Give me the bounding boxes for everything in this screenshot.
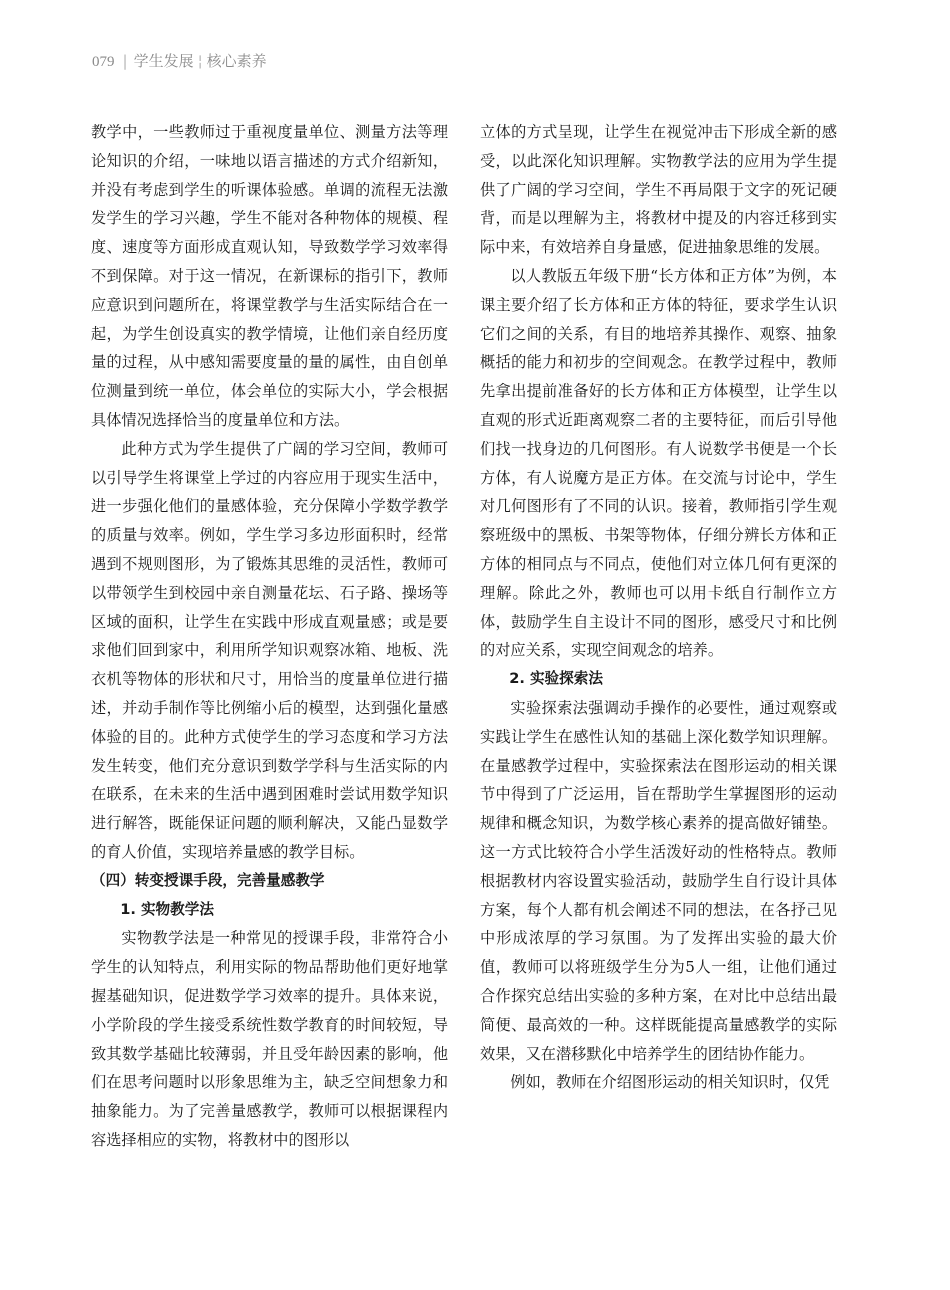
header-subsection: 核心素养 bbox=[206, 52, 267, 70]
paragraph: 以人教版五年级下册“长方体和正方体”为例，本课主要介绍了长方体和正方体的特征，要求学生认识它们之间的关系，有目的地培养其操作、观察、抽象概括的能力和初步的空间观念。在教学过程中，教师先拿出提前准备好的长方体和正方体模型，让学生以直观的形式近距离观察二者的主要特征，而后引导他们找一找身边的几何图形。有人说数学书便是一个长方体，有人说魔方是正方体。在交流与讨论中，学生对几何图形有了不同的认识。接着，教师指引学生观察班级中的黑板、书架等物体，仔细分辨长方体和正方体的相同点与不同点，使他们对立体几何有更深的理解。除此之外，教师也可以用卡纸自行制作立方体，鼓励学生自主设计不同的图形，感受尺寸和比例的对应关系，实现空间观念的培养。 bbox=[480, 266, 837, 660]
header-section: 学生发展 bbox=[133, 52, 194, 70]
paragraph: 例如，教师在介绍图形运动的相关知识时，仅凭 bbox=[510, 1073, 830, 1092]
section-heading: （四）转变授课手段，完善量感教学 bbox=[91, 871, 325, 889]
header-divider: | bbox=[122, 52, 128, 70]
paragraph: 立体的方式呈现，让学生在视觉冲击下形成全新的感受，以此深化知识理解。实物教学法的应用为学生提供了广阔的学习空间，学生不再局限于文字的死记硬背，而是以理解为主，将教材中提及的内容迁移到实际中来，有效培养自身量感，促进抽象思维的发展。 bbox=[480, 123, 837, 257]
subsection-heading: 1. 实物教学法 bbox=[120, 900, 214, 918]
paragraph: 实物教学法是一种常见的授课手段，非常符合小学生的认知特点，利用实际的物品帮助他们更好地掌握基础知识，促进数学学习效率的提升。具体来说，小学阶段的学生接受系统性数学教育的时间较短，导致其数学基础比较薄弱，并且受年龄因素的影响，他们在思考问题时以形象思维为主，缺乏空间想象力和抽象能力。为了完善量感教学，教师可以根据课程内容选择相应的实物，将教材中的图形以 bbox=[91, 929, 448, 1149]
paragraph: 此种方式为学生提供了广阔的学习空间，教师可以引导学生将课堂上学过的内容应用于现实生活中，进一步强化他们的量感体验，充分保障小学数学教学的质量与效率。例如，学生学习多边形面积时，经常遇到不规则图形，为了锻炼其思维的灵活性，教师可以带领学生到校园中亲自测量花坛、石子路、操场等区域的面积，让学生在实践中形成直观量感；或是要求他们回到家中，利用所学知识观察冰箱、地板、洗衣机等物体的形状和尺寸，用恰当的度量单位进行描述，并动手制作等比例缩小后的模型，达到强化量感体验的目的。此种方式使学生的学习态度和学习方法发生转变，他们充分意识到数学学科与生活实际的内在联系，在未来的生活中遇到困难时尝试用数学知识进行解答，既能保证问题的顺利解决，又能凸显数学的育人价值，实现培养量感的教学目标。 bbox=[91, 439, 448, 861]
subsection-heading: 2. 实验探索法 bbox=[509, 670, 603, 688]
paragraph: 教学中，一些教师过于重视度量单位、测量方法等理论知识的介绍，一味地以语言描述的方式介绍新知，并没有考虑到学生的听课体验感。单调的流程无法激发学生的学习兴趣，学生不能对各种物体的规模、程度、速度等方面形成直观认知，导致数学学习效率得不到保障。对于这一情况，在新课标的指引下，教师应意识到问题所在，将课堂教学与生活实际结合在一起，为学生创设真实的教学情境，让他们亲自经历度量的过程，从中感知需要度量的量的属性，由自创单位测量到统一单位，体会单位的实际大小，学会根据具体情况选择恰当的度量单位和方法。 bbox=[91, 123, 448, 429]
paragraph: 实验探索法强调动手操作的必要性，通过观察或实践让学生在感性认知的基础上深化数学知识理解。在量感教学过程中，实验探索法在图形运动的相关课节中得到了广泛运用，旨在帮助学生掌握图形的运动规律和概念知识，为数学核心素养的提高做好铺垫。这一方式比较符合小学生活泼好动的性格特点。教师根据教材内容设置实验活动，鼓励学生自行设计具体方案，每个人都有机会阐述不同的想法，在各抒己见中形成浓厚的学习氛围。为了发挥出实验的最大价值，教师可以将班级学生分为5人一组，让他们通过合作探究总结出实验的多种方案，在对比中总结出最简便、最高效的一种。这样既能提高量感教学的实际效果，又在潜移默化中培养学生的团结协作能力。 bbox=[480, 698, 837, 1063]
page-number: 079 bbox=[92, 54, 115, 70]
right-column bbox=[480, 118, 837, 1097]
left-column bbox=[91, 118, 448, 1155]
running-header bbox=[92, 50, 267, 71]
header-separator: ¦ bbox=[197, 52, 203, 70]
